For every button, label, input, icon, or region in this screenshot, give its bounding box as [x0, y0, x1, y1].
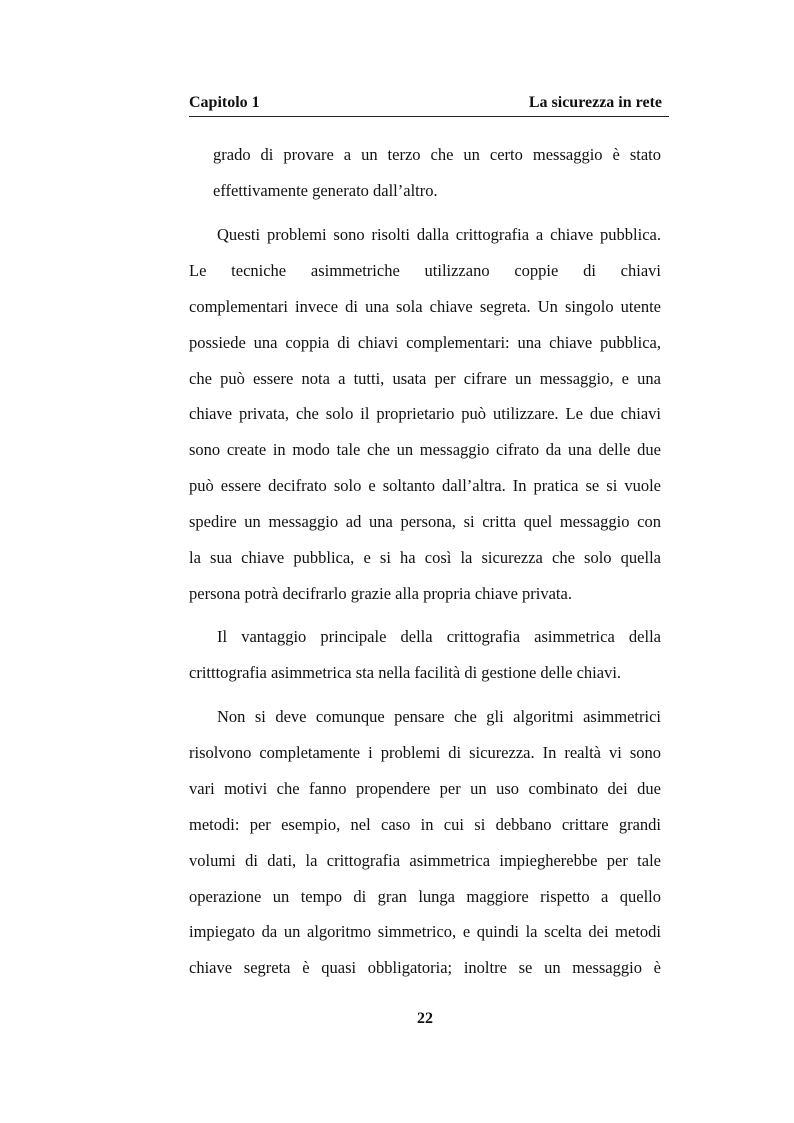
paragraph-first-line: Questi problemi sono risolti dalla crittografia a chiave pubblica. [217, 225, 661, 244]
text-line: sono create in modo tale che un messaggio cifrato da una delle due [189, 440, 661, 459]
text-line: persona potrà decifrarlo grazie alla propria chiave privata. [189, 584, 572, 603]
paragraph-first-line: Il vantaggio principale della crittografia asimmetrica della [217, 627, 661, 646]
text-line: possiede una coppia di chiavi complementari: una chiave pubblica, [189, 333, 661, 352]
section-title: La sicurezza in rete [528, 94, 662, 111]
text-line: critttografia asimmetrica sta nella facilità di gestione delle chiavi. [189, 663, 622, 682]
text-line: la sua chiave pubblica, e si ha così la sicurezza che solo quella [189, 548, 661, 567]
paragraph-first-line: Non si deve comunque pensare che gli algoritmi asimmetrici [217, 707, 661, 726]
text-line: Le tecniche asimmetriche utilizzano coppie di chiavi [189, 261, 661, 280]
text-line: complementari invece di una sola chiave segreta. Un singolo utente [189, 297, 661, 316]
text-line: volumi di dati, la crittografia asimmetrica impiegherebbe per tale [189, 851, 661, 870]
text-line: spedire un messaggio ad una persona, si critta quel messaggio con [189, 512, 661, 531]
text-line: chiave segreta è quasi obbligatoria; inoltre se un messaggio è [189, 958, 661, 977]
text-line: metodi: per esempio, nel caso in cui si debbano crittare grandi [189, 815, 661, 834]
text-line: può essere decifrato solo e soltanto dall’altra. In pratica se si vuole [189, 476, 661, 495]
chapter-label: Capitolo 1 [189, 94, 260, 111]
text-line: operazione un tempo di gran lunga maggiore rispetto a quello [189, 887, 661, 906]
text-line: impiegato da un algoritmo simmetrico, e quindi la scelta dei metodi [189, 922, 661, 941]
text-line: che può essere nota a tutti, usata per cifrare un messaggio, e una [189, 369, 661, 388]
text-line: grado di provare a un terzo che un certo messaggio è stato [213, 145, 661, 164]
running-header [189, 94, 669, 117]
page-number: 22 [417, 1010, 433, 1027]
text-line: risolvono completamente i problemi di sicurezza. In realtà vi sono [189, 743, 661, 762]
text-line: vari motivi che fanno propendere per un uso combinato dei due [189, 779, 661, 798]
text-line: chiave privata, che solo il proprietario può utilizzare. Le due chiavi [189, 404, 661, 423]
text-line: effettivamente generato dall’altro. [213, 181, 438, 200]
